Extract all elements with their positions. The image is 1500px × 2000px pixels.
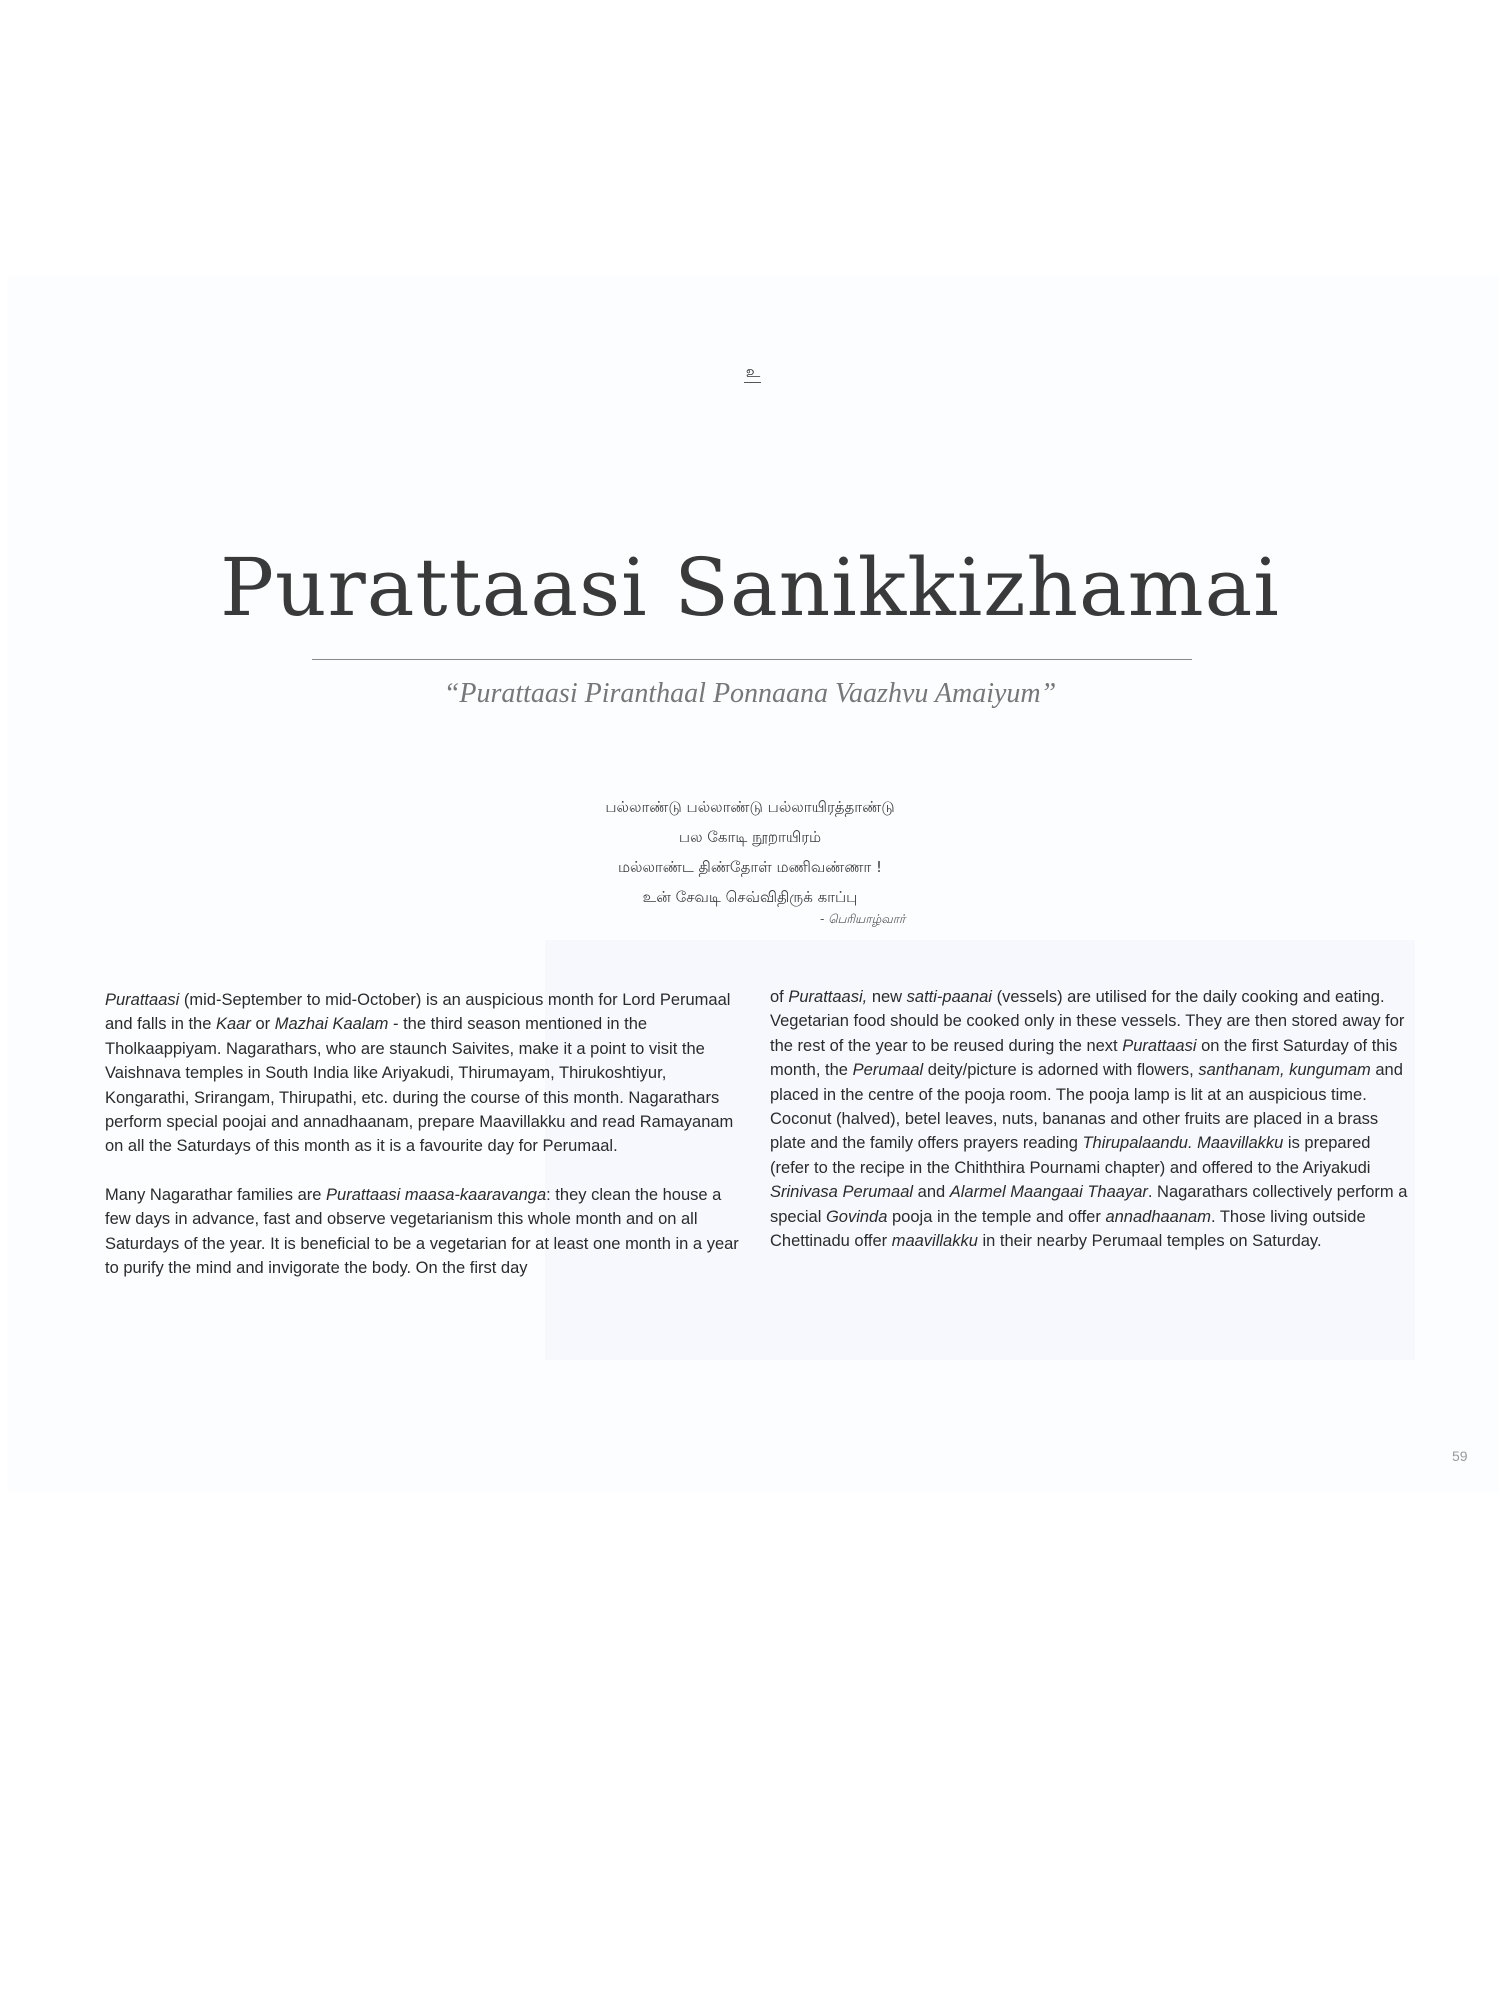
body-column-right (770, 985, 1410, 1277)
verse-line: மல்லாண்ட திண்தோள் மணிவண்ணா ! (617, 858, 883, 876)
page-title: Purattaasi Sanikkizhamai (220, 541, 1280, 634)
page-subtitle: “Purattaasi Piranthaal Ponnaana Vaazhvu Amaiyum” (443, 678, 1057, 709)
symbol-underline (744, 382, 761, 383)
title-divider (312, 659, 1192, 660)
verse-line: பல்லாண்டு பல்லாண்டு பல்லாயிரத்தாண்டு (605, 798, 895, 816)
verse-line: பல கோடி நூறாயிரம் (678, 828, 822, 846)
paragraph: Many Nagarathar families are Purattaasi maasa-kaaravanga: they clean the house a few days in advance, fast and observe vegetarianism this whole month and on all Saturdays of the year. It is beneficial to be a vegetarian for at least one month in a year to purify the mind and invigorate the body. On the first day (105, 1185, 739, 1278)
paragraph: of Purattaasi, new satti-paanai (vessels) are utilised for the daily cooking and eating. Vegetarian food should be cooked only in these vessels. They are then stored away for the rest of the year to be reused during the next Purattaasi on the first Saturday of this month, the Perumaal deity/picture is adorned with flowers, santhanam, kungumam and placed in the centre of the pooja room. The pooja lamp is lit at an auspicious time. Coconut (halved), betel leaves, nuts, bananas and other fruits are placed in a brass plate and the family offers prayers reading Thirupalaandu. Maavillakku is prepared (refer to the recipe in the Chiththira Pournami chapter) and offered to the Ariyakudi Srinivasa Perumaal and Alarmel Maangaai Thaayar. Nagarathars collectively perform a special Govinda pooja in the temple and offer annadhaanam. Those living outside Chettinadu offer maavillakku in their nearby Perumaal temples on Saturday. (770, 988, 1408, 1251)
body-column-left (105, 988, 745, 1304)
pillaiyar-suzhi-symbol: உ (745, 362, 761, 381)
paragraph: Purattaasi (mid-September to mid-October) is an auspicious month for Lord Perumaal and falls in the Kaar or Mazhai Kaalam - the third season mentioned in the Tholkaappiyam. Nagarathars, who are staunch Saivites, make it a point to visit the Vaishnava temples in South India like Ariyakudi, Thirumayam, Thirukoshtiyur, Kongarathi, Srirangam, Thirupathi, etc. during the course of this month. Nagarathars perform special poojai and annadhaanam, prepare Maavillakku and read Ramayanam on all the Saturdays of this month as it is a favourite day for Perumaal. (105, 991, 734, 1156)
verse-credit: - பெரியாழ்வார் (820, 912, 906, 926)
page-number: 59 (1452, 1448, 1468, 1464)
verse-line: உன் சேவடி செவ்விதிருக் காப்பு (642, 888, 858, 906)
tamil-verse (0, 792, 1500, 912)
